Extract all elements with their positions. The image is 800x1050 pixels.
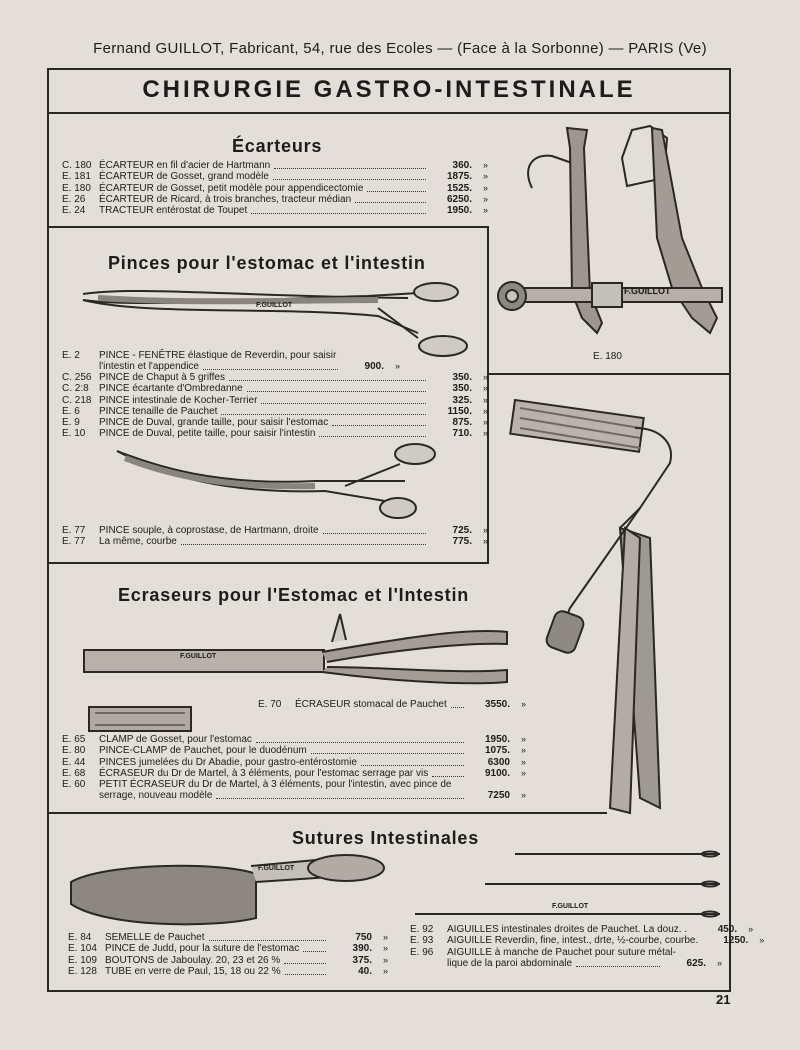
leader-dots	[284, 955, 326, 964]
list-item	[68, 943, 388, 954]
leader-dots	[209, 932, 326, 941]
item-code: E. 65	[62, 734, 86, 745]
list-item	[62, 768, 526, 779]
sutures-right-last-item	[410, 947, 722, 970]
item-description: ÉCARTEUR de Gosset, grand modèle	[99, 171, 269, 183]
item-description: PINCES jumelées du Dr Abadie, pour gastro-entérostomie	[99, 756, 357, 768]
item-price-mark: »	[759, 935, 765, 946]
item-description: AIGUILLES intestinales droites de Pauchet. La douz. .	[447, 924, 688, 935]
item-description: PINCE intestinale de Kocher-Terrier	[99, 394, 258, 406]
crushing-clamp-illustration	[510, 388, 710, 818]
item-code: E. 92	[410, 924, 434, 935]
item-price: 6300	[487, 756, 510, 768]
item-description: ÉCARTEUR de Gosset, petit modèle pour appendicectomie	[99, 182, 364, 194]
item-description: PETIT ÉCRASEUR du Dr de Martel, à 3 éléments, pour l'intestin, avec pince de	[99, 779, 452, 790]
list-item	[62, 757, 526, 768]
item-code: E. 77	[62, 525, 86, 536]
item-code: E. 44	[62, 756, 86, 768]
list-item	[62, 183, 488, 194]
list-item	[62, 171, 488, 182]
item-price: 450.	[717, 924, 738, 935]
item-description: La même, courbe	[99, 536, 177, 548]
list-item	[62, 417, 488, 428]
leader-dots	[451, 699, 464, 708]
list-item	[62, 745, 526, 756]
item-price: 1950.	[446, 205, 472, 217]
list-item	[68, 932, 388, 943]
item-description: PINCE de Duval, grande taille, pour saisir l'estomac	[99, 417, 329, 429]
item-price: 1525.	[446, 182, 472, 194]
page-header: Fernand GUILLOT, Fabricant, 54, rue des Ecoles — (Face à la Sorbonne) — PARIS (Ve)	[93, 40, 707, 57]
pauchet-crusher-illustration	[82, 612, 512, 687]
item-price: 350.	[452, 383, 472, 395]
page-title: CHIRURGIE GASTRO-INTESTINALE	[142, 76, 636, 103]
item-price-mark: »	[482, 405, 488, 416]
item-price: 40.	[358, 965, 372, 977]
leader-dots	[229, 372, 426, 381]
item-description: PINCE souple, à coprostase, de Hartmann, droite	[99, 525, 319, 536]
item-price-mark: »	[716, 958, 722, 969]
item-description: ÉCARTEUR de Ricard, à trois branches, tracteur médian	[99, 193, 352, 205]
item-description: ÉCRASEUR du Dr de Martel, à 3 éléments, pour l'estomac serrage par vis	[99, 767, 429, 779]
list-item	[62, 372, 488, 383]
item-code: C. 256	[62, 372, 92, 383]
item-code: E. 68	[62, 767, 86, 779]
item-code: E. 109	[68, 954, 97, 966]
list-item	[62, 395, 488, 406]
item-price: 390.	[352, 943, 372, 955]
item-code: E. 2	[62, 350, 80, 361]
item-price: 325.	[452, 394, 472, 406]
item-code: E. 84	[68, 932, 92, 943]
item-price-mark: »	[482, 205, 488, 216]
leader-dots	[323, 525, 426, 534]
list-item	[62, 536, 488, 547]
item-price-mark: »	[520, 699, 526, 709]
leader-dots	[274, 160, 426, 169]
list-item	[62, 383, 488, 394]
item-price-mark: »	[520, 767, 526, 778]
pauchet-sole-engraving: F.GUILLOT	[258, 865, 295, 872]
retractor-illustration	[492, 118, 732, 358]
item-code: E. 26	[62, 193, 86, 205]
right-column-divider	[489, 373, 731, 375]
retractor-engraving: F.GUILLOT	[624, 286, 671, 296]
leader-dots	[576, 958, 660, 967]
list-item	[62, 406, 488, 417]
item-description: PINCE-CLAMP de Pauchet, pour le duodénum	[99, 745, 307, 757]
item-code: C. 180	[62, 160, 92, 171]
item-description: PINCE de Judd, pour la suture de l'estomac	[105, 943, 300, 955]
item-price-mark: »	[520, 734, 526, 744]
item-price-mark: »	[482, 536, 488, 547]
item-code: E. 93	[410, 935, 434, 947]
retractor-caption: E. 180	[593, 351, 622, 362]
item-description: ÉCRASEUR stomacal de Pauchet	[295, 699, 447, 710]
item-description-continued: lique de la paroi abdominale	[447, 958, 573, 970]
item-description: ÉCARTEUR en fil d'acier de Hartmann	[99, 160, 271, 171]
item-price: 1950.	[484, 734, 510, 745]
item-price: 1875.	[446, 171, 472, 183]
pinces-bottom-divider	[47, 562, 489, 564]
item-price-mark: »	[394, 361, 400, 372]
item-code: E. 104	[68, 943, 97, 955]
pauchet-sole-illustration	[66, 852, 396, 932]
item-price: 625.	[686, 958, 706, 970]
item-description: SEMELLE de Pauchet	[105, 932, 205, 943]
item-code: E. 77	[62, 536, 86, 548]
item-price: 900.	[364, 361, 384, 373]
leader-dots	[332, 417, 426, 426]
item-code: E. 181	[62, 171, 91, 183]
item-price: 725.	[452, 525, 472, 536]
item-price-mark: »	[382, 932, 388, 942]
leader-dots	[285, 966, 326, 975]
item-description: PINCE de Duval, petite taille, pour saisir l'intestin	[99, 428, 316, 440]
sutures-right-list	[410, 924, 765, 947]
item-description: BOUTONS de Jaboulay. 20, 23 et 26 %	[105, 954, 281, 966]
item-description: TRACTEUR entérostat de Toupet	[99, 205, 248, 217]
item-description: PINCE - FENÊTRE élastique de Reverdin, pour saisir	[99, 350, 337, 361]
sutures-left-list	[68, 932, 388, 977]
title-divider	[47, 112, 731, 114]
section-title-ecraseurs: Ecraseurs pour l'Estomac et l'Intestin	[118, 585, 470, 605]
needles-engraving: F.GUILLOT	[552, 903, 589, 910]
item-price-mark: »	[482, 193, 488, 204]
section-title-sutures: Sutures Intestinales	[292, 828, 480, 848]
item-price: 7250	[487, 790, 510, 802]
duval-forceps-illustration	[115, 436, 445, 526]
item-price: 1075.	[484, 745, 510, 757]
item-price-mark: »	[482, 394, 488, 405]
item-price-mark: »	[382, 943, 388, 954]
leader-dots	[367, 183, 426, 192]
section-title-pinces: Pinces pour l'estomac et l'intestin	[108, 253, 426, 273]
pauchet-crusher-engraving: F.GUILLOT	[180, 653, 217, 660]
pinces-first-item	[62, 350, 482, 373]
leader-dots	[203, 361, 338, 370]
item-description: TUBE en verre de Paul, 15, 18 ou 22 %	[105, 965, 281, 977]
leader-dots	[361, 757, 464, 766]
item-price-mark: »	[748, 924, 754, 934]
item-price-mark: »	[482, 525, 488, 535]
item-code: C. 2:8	[62, 383, 89, 395]
leader-dots	[181, 536, 426, 545]
sutures-top-divider	[47, 812, 607, 814]
item-price: 775.	[452, 536, 472, 548]
ecraseurs-list	[62, 734, 526, 779]
item-price: 750	[355, 932, 372, 943]
item-code: E. 10	[62, 428, 86, 440]
leader-dots	[355, 194, 426, 203]
page-number: 21	[716, 992, 731, 1007]
item-description-continued: l'intestin et l'appendice	[99, 361, 199, 373]
item-price-mark: »	[482, 182, 488, 193]
item-price: 1150.	[447, 405, 472, 417]
item-price: 1250.	[723, 935, 749, 947]
item-price-mark: »	[482, 428, 488, 439]
item-price: 9100.	[484, 767, 510, 779]
ecarteurs-list	[62, 160, 488, 216]
leader-dots	[247, 383, 426, 392]
section-title-ecarteurs: Écarteurs	[232, 136, 323, 156]
leader-dots	[221, 406, 426, 415]
item-price-mark: »	[520, 745, 526, 756]
item-code: E. 128	[68, 965, 97, 977]
leader-dots	[303, 943, 326, 952]
item-code: E. 9	[62, 417, 80, 429]
item-description: AIGUILLE à manche de Pauchet pour suture métal-	[447, 947, 677, 958]
list-item	[62, 160, 488, 171]
pinces-list	[62, 372, 488, 440]
pinces-list-2	[62, 525, 488, 548]
list-item	[410, 924, 754, 935]
ecraseurs-last-item	[62, 779, 526, 802]
item-price-mark: »	[482, 417, 488, 428]
item-code: C. 218	[62, 394, 92, 406]
item-code: E. 80	[62, 745, 86, 757]
fenestrated-forceps-engraving: F.GUILLOT	[256, 302, 293, 309]
item-description: AIGUILLE Reverdin, fine, intest., drte, ½-courbe, courbe.	[447, 935, 699, 947]
item-price: 3550.	[484, 699, 510, 710]
ecraseurs-first-item	[258, 699, 526, 710]
item-price: 360.	[452, 160, 472, 171]
gosset-clamp-illustration	[85, 703, 195, 735]
item-price: 375.	[352, 954, 372, 966]
item-code: E. 180	[62, 182, 91, 194]
list-item	[62, 525, 488, 536]
item-description-continued: serrage, nouveau modèle	[99, 790, 213, 802]
item-price-mark: »	[482, 383, 488, 394]
leader-dots	[273, 171, 426, 180]
leader-dots	[432, 768, 464, 777]
item-price: 6250.	[446, 193, 472, 205]
item-price-mark: »	[520, 756, 526, 767]
item-price-mark: »	[382, 954, 388, 965]
item-description: CLAMP de Gosset, pour l'estomac	[99, 734, 252, 745]
item-description: PINCE tenaille de Pauchet	[99, 405, 218, 417]
list-item	[68, 966, 388, 977]
item-price-mark: »	[482, 372, 488, 382]
leader-dots	[216, 790, 464, 799]
item-price-mark: »	[382, 965, 388, 976]
leader-dots	[256, 734, 464, 743]
item-code: E. 96	[410, 947, 434, 958]
list-item	[62, 194, 488, 205]
leader-dots	[261, 395, 426, 404]
item-code: E. 70	[258, 699, 282, 710]
list-item	[62, 734, 526, 745]
leader-dots	[311, 745, 464, 754]
item-description: PINCE écartante d'Ombredanne	[99, 383, 243, 395]
pinces-top-divider	[47, 226, 489, 228]
item-price-mark: »	[482, 171, 488, 182]
item-price: 350.	[452, 372, 472, 383]
item-code: E. 60	[62, 779, 86, 790]
list-item	[62, 205, 488, 216]
item-price-mark: »	[520, 790, 526, 801]
list-item	[410, 935, 765, 947]
item-price: 710.	[452, 428, 472, 440]
item-code: E. 24	[62, 205, 86, 217]
item-price-mark: »	[482, 160, 488, 170]
list-item	[68, 955, 388, 966]
item-description: PINCE de Chaput à 5 griffes	[99, 372, 225, 383]
leader-dots	[251, 205, 426, 214]
item-code: E. 6	[62, 405, 80, 417]
item-price: 875.	[452, 417, 472, 429]
